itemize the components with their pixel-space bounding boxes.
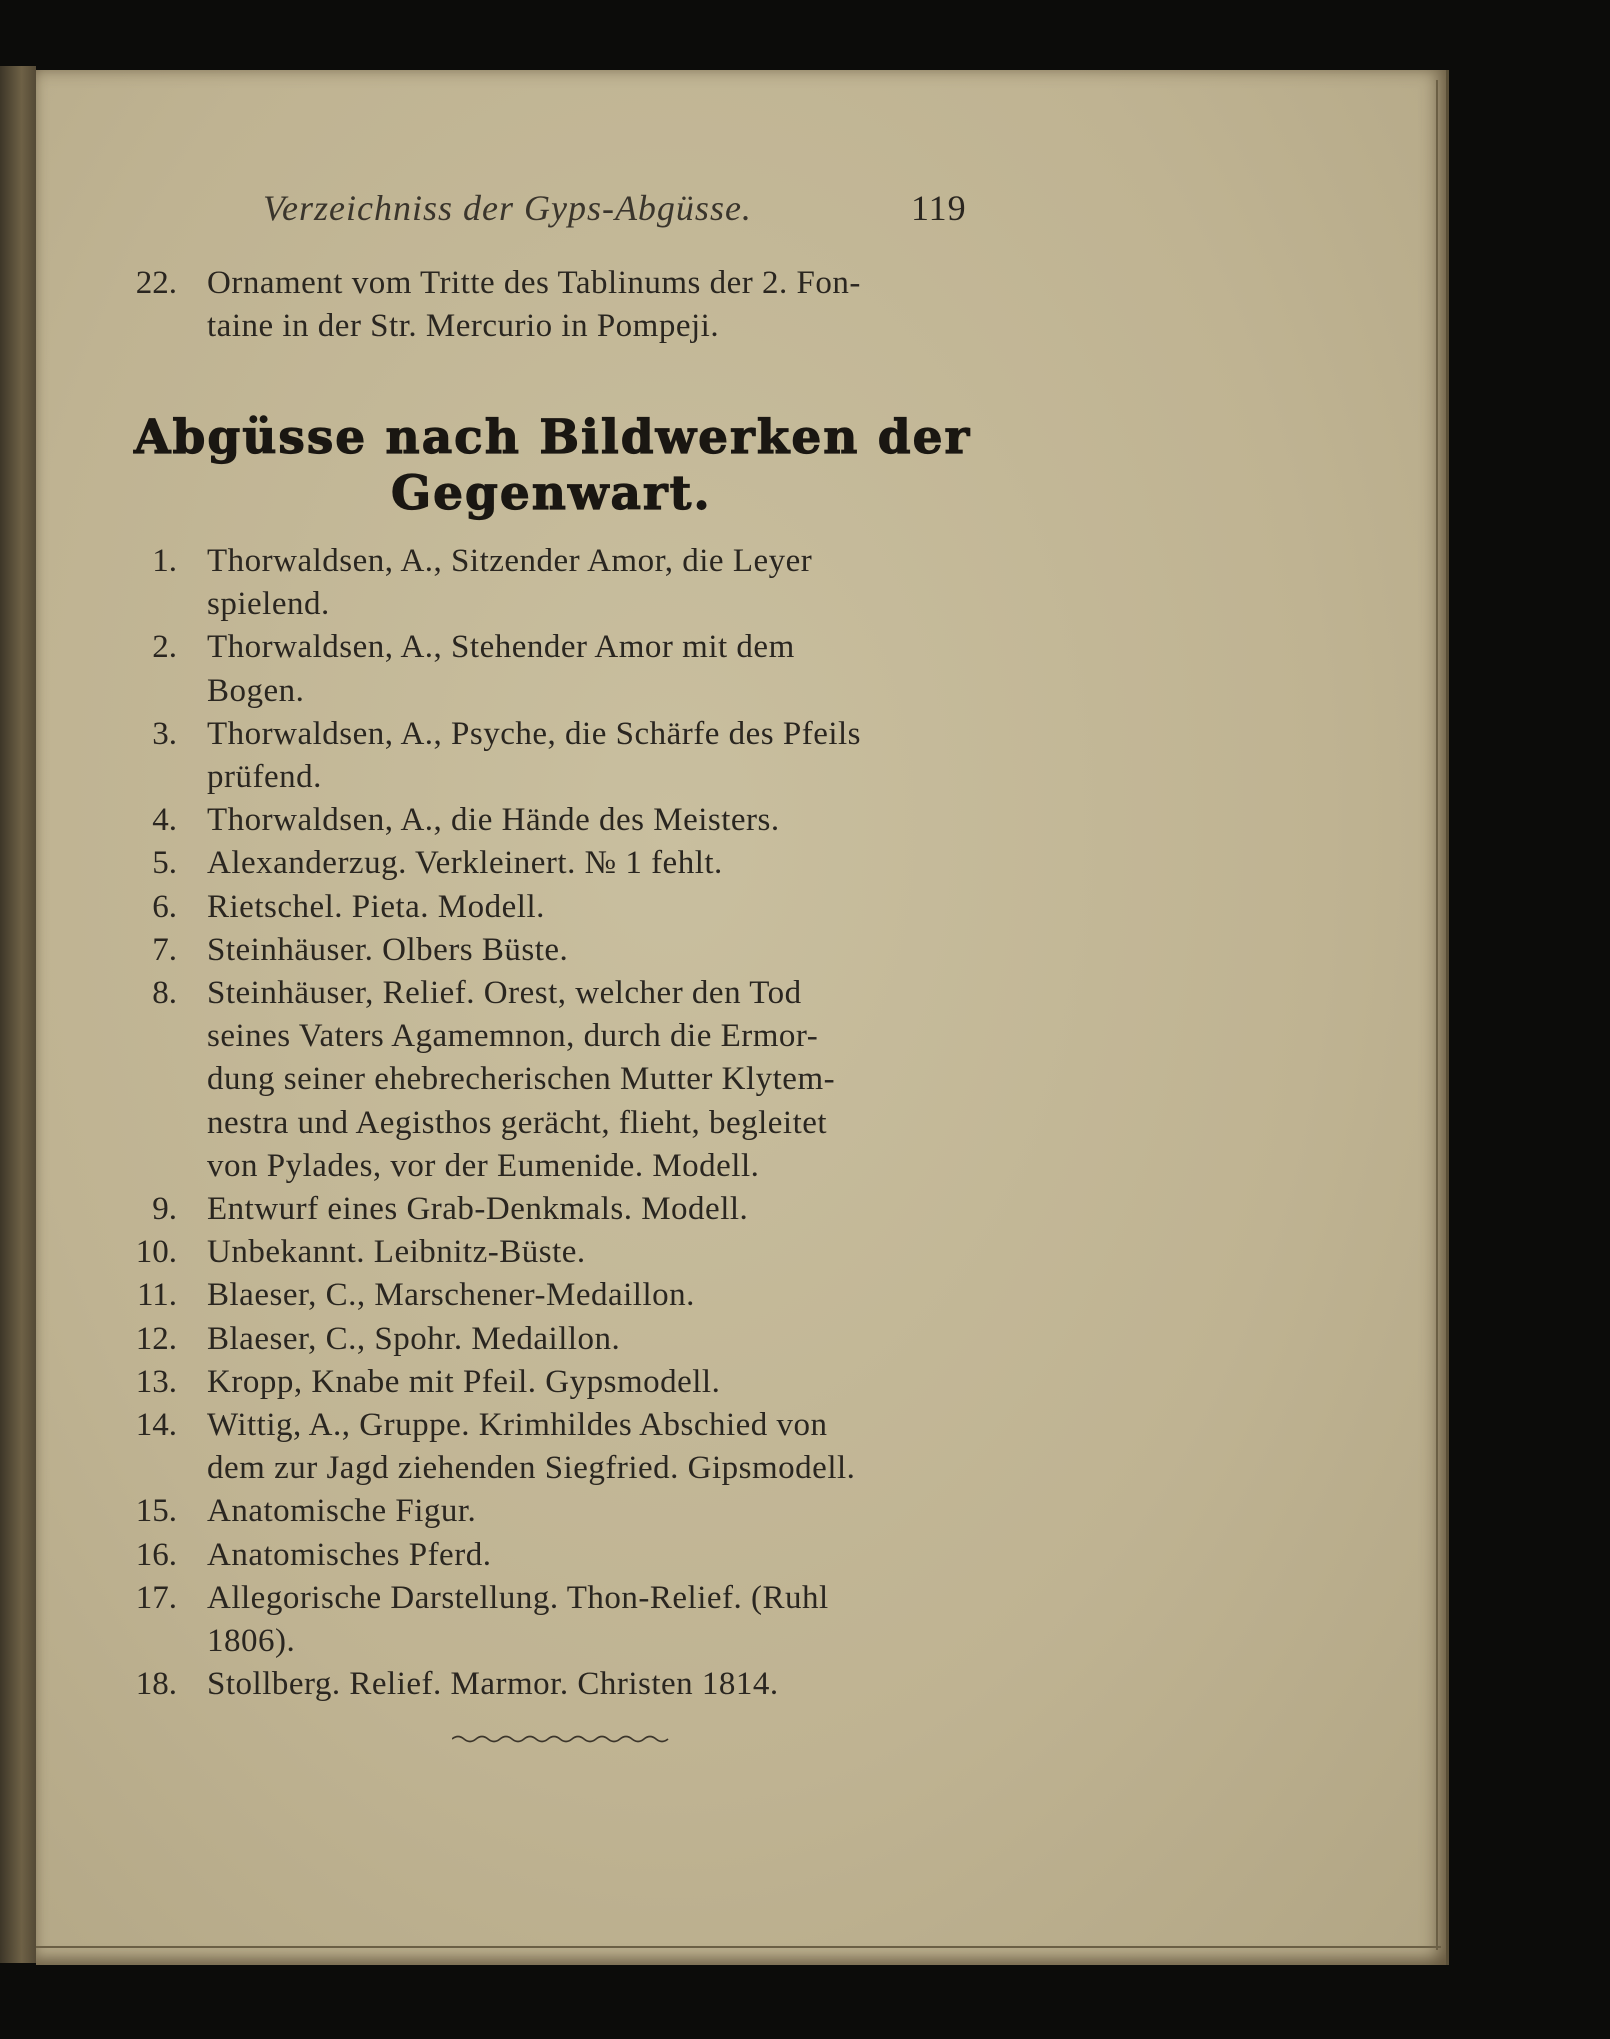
list-item-text-line: spielend. <box>207 586 330 623</box>
list-item-text-line: Anatomisches Pferd. <box>207 1536 492 1573</box>
section-heading-line-2: Gegenwart. <box>391 466 712 521</box>
list-item-number: 13. <box>135 1363 177 1400</box>
list-item-text-line: Stollberg. Relief. Marmor. Christen 1814. <box>207 1666 779 1703</box>
list-item-text-line: von Pylades, vor der Eumenide. Modell. <box>207 1147 760 1184</box>
page-number: 119 <box>911 188 967 228</box>
list-item-text-line: Rietschel. Pieta. Modell. <box>207 888 545 925</box>
list-item-text-line: dem zur Jagd ziehenden Siegfried. Gipsmodell. <box>207 1450 856 1487</box>
list-item-text-line: Thorwaldsen, A., Psyche, die Schärfe des Pfeils <box>207 715 862 752</box>
list-item-number: 8. <box>152 975 177 1011</box>
list-item-text-line: Steinhäuser, Relief. Orest, welcher den Tod <box>207 975 802 1011</box>
page-bottom-edge-line <box>36 1946 1441 1948</box>
list-item-number: 12. <box>135 1320 177 1357</box>
list-item-text-line: prüfend. <box>207 759 322 795</box>
list-item-number: 4. <box>152 802 177 839</box>
page-edge-line <box>1436 80 1438 1950</box>
continued-entry-text-line: taine in der Str. Mercurio in Pompeji. <box>207 308 720 345</box>
list-item-text-line: Unbekannt. Leibnitz-Büste. <box>207 1234 586 1271</box>
list-item-text-line: Anatomische Figur. <box>207 1493 477 1530</box>
list-item-text-line: Blaeser, C., Marschener-Medaillon. <box>207 1277 695 1314</box>
list-item-number: 1. <box>152 543 177 579</box>
list-item-number: 11. <box>136 1277 177 1314</box>
list-item-text-line: Wittig, A., Gruppe. Krimhildes Abschied von <box>207 1407 828 1443</box>
list-item-number: 7. <box>152 931 177 968</box>
list-item-number: 6. <box>152 888 177 925</box>
running-title: Verzeichniss der Gyps-Abgüsse. <box>263 188 752 228</box>
list-item-text-line: Allegorische Darstellung. Thon-Relief. (Ruhl <box>207 1579 829 1616</box>
list-item-number: 3. <box>152 715 177 752</box>
list-item-text-line: Thorwaldsen, A., die Hände des Meisters. <box>207 802 780 839</box>
section-heading-line-1: Abgüsse nach Bildwerken der <box>134 410 972 465</box>
list-item-text-line: Entwurf eines Grab-Denkmals. Modell. <box>207 1191 749 1227</box>
continued-entry-number: 22. <box>135 265 177 301</box>
list-item-text-line: nestra und Aegisthos gerächt, flieht, begleitet <box>207 1104 828 1141</box>
list-item-text-line: Thorwaldsen, A., Sitzender Amor, die Leyer <box>207 543 813 579</box>
list-item-number: 16. <box>135 1536 177 1573</box>
list-item-number: 10. <box>135 1234 177 1271</box>
list-item-number: 2. <box>152 629 177 666</box>
list-item-number: 15. <box>135 1493 177 1530</box>
list-item-number: 5. <box>152 845 177 882</box>
left-page-edge <box>0 66 36 1963</box>
closing-ornament <box>452 1732 672 1746</box>
list-item-text-line: seines Vaters Agamemnon, durch die Ermor- <box>207 1018 819 1055</box>
list-item-text-line: Thorwaldsen, A., Stehender Amor mit dem <box>207 629 795 666</box>
list-item-text-line: Kropp, Knabe mit Pfeil. Gypsmodell. <box>207 1363 721 1400</box>
list-item-text-line: Alexanderzug. Verkleinert. № 1 fehlt. <box>207 845 723 882</box>
continued-entry-text-line: Ornament vom Tritte des Tablinums der 2. Fon- <box>207 265 861 301</box>
list-item-number: 17. <box>135 1579 177 1616</box>
list-item-text-line: dung seiner ehebrecherischen Mutter Klytem- <box>207 1061 836 1098</box>
list-item-number: 18. <box>135 1666 177 1703</box>
list-item-text-line: Bogen. <box>207 672 305 709</box>
list-item-text-line: Blaeser, C., Spohr. Medaillon. <box>207 1320 621 1357</box>
list-item-number: 9. <box>152 1191 177 1227</box>
list-item-number: 14. <box>135 1407 177 1443</box>
list-item-text-line: Steinhäuser. Olbers Büste. <box>207 931 569 968</box>
list-item-text-line: 1806). <box>207 1623 296 1659</box>
